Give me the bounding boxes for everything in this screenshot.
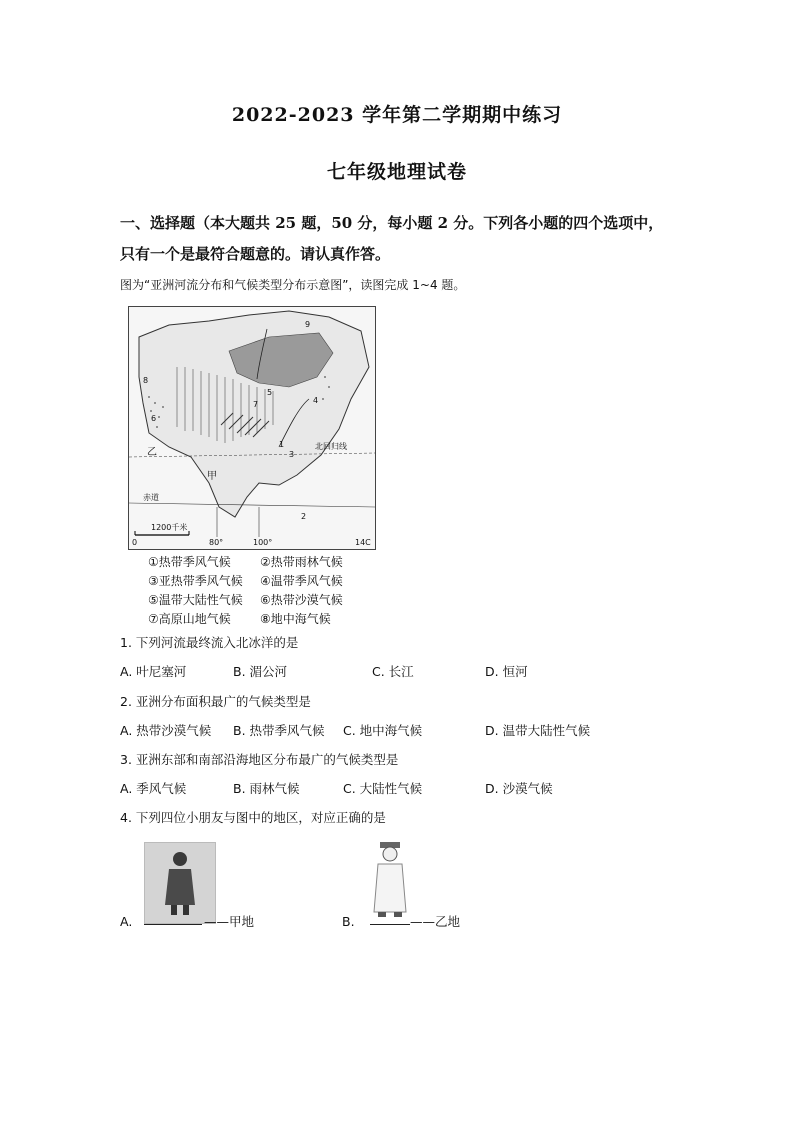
asia-climate-map [128, 306, 376, 550]
question-1-stem: 1. 下列河流最终流入北冰洋的是 [120, 635, 299, 650]
zone-3: 3 [289, 450, 295, 459]
exam-title: 2022-2023 学年第二学期期中练习 [231, 104, 563, 126]
q4-option-b: B. [342, 914, 355, 929]
blank-line-a [144, 924, 202, 925]
legend-item: ⑦高原山地气候 [148, 612, 231, 626]
q1-option-d: D. 恒河 [485, 664, 528, 679]
lon-140: 14C [355, 538, 371, 547]
legend-item: ①热带季风气候 [148, 555, 231, 569]
zone-4: 4 [313, 396, 319, 405]
map-intro: 图为“亚洲河流分布和气候类型分布示意图”，读图完成 1~4 题。 [120, 278, 466, 292]
child-figure-a [145, 843, 215, 923]
blank-line-b [370, 924, 410, 925]
q4-option-b-place: ——乙地 [410, 914, 461, 929]
legend-item: ④温带季风气候 [260, 574, 343, 588]
question-3-stem: 3. 亚洲东部和南部沿海地区分布最广的气候类型是 [120, 752, 399, 767]
zone-5: 5 [267, 388, 273, 397]
lon-100: 100° [253, 538, 273, 547]
zone-1: 1 [279, 440, 285, 449]
equator-label: 赤道 [143, 493, 159, 502]
legend-item: ⑧地中海气候 [260, 612, 331, 626]
child-figure-b [370, 836, 410, 920]
section-heading-line2: 只有一个是最符合题意的。请认真作答。 [120, 245, 391, 263]
zone-7: 7 [253, 400, 259, 409]
q2-option-a: A. 热带沙漠气候 [120, 723, 212, 738]
question-4-stem: 4. 下列四位小朋友与图中的地区，对应正确的是 [120, 810, 386, 825]
legend-item: ⑤温带大陆性气候 [148, 593, 243, 607]
tropic-label: 北回归线 [315, 442, 347, 451]
legend-item: ⑥热带沙漠气候 [260, 593, 343, 607]
q3-option-d: D. 沙漠气候 [485, 781, 553, 796]
question-2-stem: 2. 亚洲分布面积最广的气候类型是 [120, 694, 311, 709]
map-drawing [129, 307, 375, 549]
legend-item: ②热带雨林气候 [260, 555, 343, 569]
q3-option-c: C. 大陆性气候 [343, 781, 423, 796]
zone-8: 8 [143, 376, 149, 385]
q3-option-a: A. 季风气候 [120, 781, 187, 796]
q1-option-b: B. 湄公河 [233, 664, 288, 679]
q4-option-a: A. [120, 914, 133, 929]
scale-zero: 0 [132, 538, 138, 547]
lon-80: 80° [209, 538, 224, 547]
map-legend [148, 553, 378, 629]
q1-option-a: A. 叶尼塞河 [120, 664, 187, 679]
section-heading-line1: 一、选择题（本大题共 25 题，50 分，每小题 2 分。下列各小题的四个选项中， [120, 214, 664, 232]
label-jia: 甲 [207, 471, 217, 482]
zone-2: 2 [301, 512, 307, 521]
zone-9: 9 [305, 320, 311, 329]
q3-option-b: B. 雨林气候 [233, 781, 300, 796]
q4-option-a-place: ——甲地 [204, 914, 255, 929]
q2-option-c: C. 地中海气候 [343, 723, 423, 738]
exam-subtitle: 七年级地理试卷 [326, 161, 467, 183]
legend-item: ③亚热带季风气候 [148, 574, 243, 588]
label-yi: 乙 [147, 447, 157, 458]
child-photo-b [370, 836, 410, 920]
q2-option-b: B. 热带季风气候 [233, 723, 325, 738]
scale-label: 1200千米 [151, 523, 188, 532]
q1-option-c: C. 长江 [372, 664, 414, 679]
q2-option-d: D. 温带大陆性气候 [485, 723, 591, 738]
zone-6: 6 [151, 414, 157, 423]
